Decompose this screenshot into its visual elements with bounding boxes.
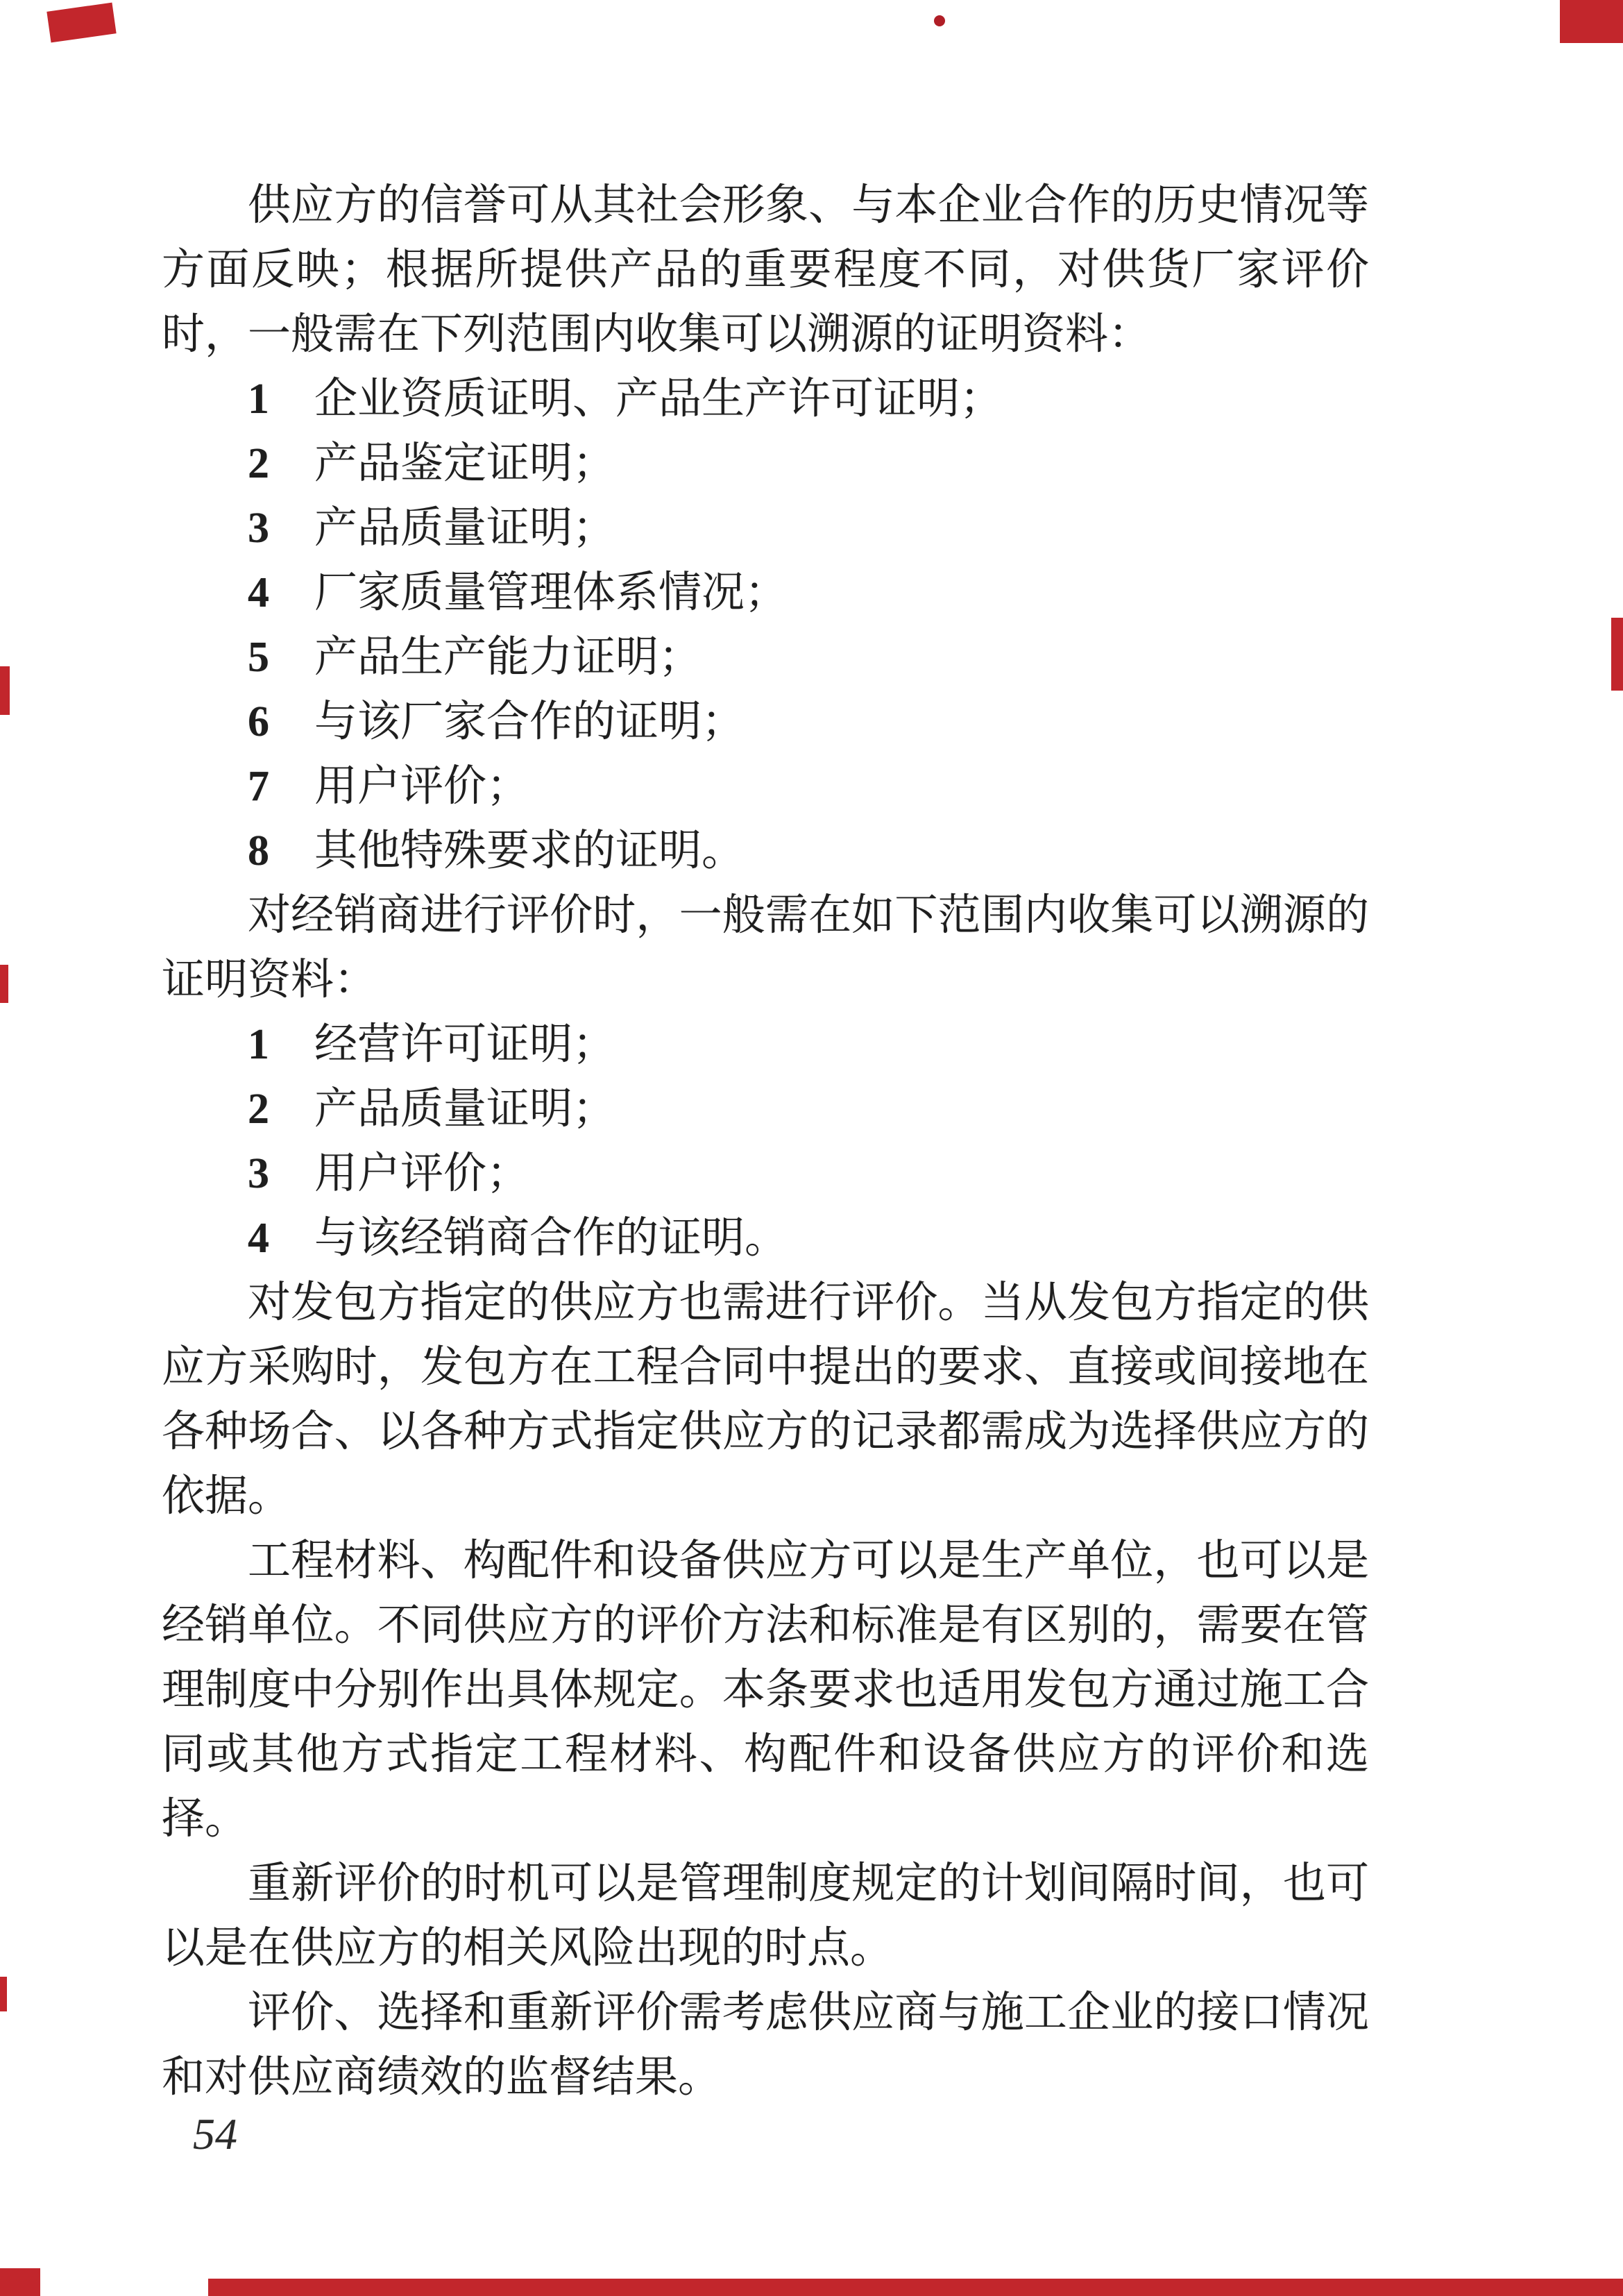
list-item	[162, 819, 1369, 884]
list-item-number: 5	[248, 634, 269, 681]
document-body	[162, 174, 1369, 2110]
scan-artifact-top-right	[1560, 0, 1623, 43]
list-item-number: 1	[248, 375, 269, 423]
paragraph-reevaluation-timing: 重新评价的时机可以是管理制度规定的计划间隔时间，也可以是在供应方的相关风险出现的时点。	[162, 1860, 1369, 1972]
page-number: 54	[193, 2109, 237, 2159]
list-item	[162, 1013, 1369, 1077]
list-item-number: 4	[248, 569, 269, 616]
list-item-number: 6	[248, 698, 269, 745]
list-item	[162, 367, 1369, 432]
list-item-number: 2	[248, 1086, 269, 1133]
list-item-text: 与该经销商合作的证明。	[314, 1215, 788, 1262]
scan-artifact-bottom-left	[0, 2268, 40, 2296]
paragraph-owner-designated-supplier: 对发包方指定的供应方也需进行评价。当从发包方指定的供应方采购时，发包方在工程合同中提出的要求、直接或间接地在各种场合、以各种方式指定供应方的记录都需成为选择供应方的依据。	[162, 1279, 1369, 1520]
list-item	[162, 1142, 1369, 1206]
scan-artifact-left-edge-1	[0, 666, 10, 715]
list-item	[162, 1077, 1369, 1142]
list-item-text: 用户评价；	[314, 763, 530, 810]
list-item-number: 7	[248, 763, 269, 810]
list-item	[162, 496, 1369, 561]
list-item	[162, 690, 1369, 754]
list-item-number: 8	[248, 827, 269, 875]
list-item-text: 用户评价；	[314, 1150, 530, 1197]
list-item	[162, 754, 1369, 819]
list-item-text: 产品质量证明；	[314, 1086, 616, 1133]
scan-artifact-left-edge-2	[0, 965, 8, 1003]
list-item	[162, 432, 1369, 496]
list-item	[162, 625, 1369, 690]
scan-artifact-bottom-band	[208, 2279, 1623, 2296]
list-item-number: 4	[248, 1215, 269, 1262]
scan-artifact-dot	[934, 15, 945, 26]
supplier-evidence-list	[162, 367, 1369, 884]
list-item-number: 1	[248, 1021, 269, 1068]
dealer-evidence-list	[162, 1013, 1369, 1271]
list-item-text: 经营许可证明；	[314, 1021, 616, 1068]
paragraph-evaluation-considerations: 评价、选择和重新评价需考虑供应商与施工企业的接口情况和对供应商绩效的监督结果。	[162, 1989, 1369, 2101]
list-item-number: 3	[248, 1150, 269, 1197]
paragraph-supplier-reputation: 供应方的信誉可从其社会形象、与本企业合作的历史情况等方面反映；根据所提供产品的重要程度不同，对供货厂家评价时，一般需在下列范围内收集可以溯源的证明资料：	[162, 182, 1369, 358]
list-item-text: 厂家质量管理体系情况；	[314, 569, 788, 616]
list-item-text: 企业资质证明、产品生产许可证明；	[314, 375, 1003, 423]
list-item-text: 其他特殊要求的证明。	[314, 827, 745, 875]
scan-artifact-top-left	[46, 3, 116, 43]
list-item	[162, 561, 1369, 625]
list-item-number: 3	[248, 505, 269, 552]
list-item-text: 产品质量证明；	[314, 505, 616, 552]
list-item-text: 产品鉴定证明；	[314, 440, 616, 487]
scan-artifact-right-edge	[1611, 618, 1623, 691]
list-item-text: 产品生产能力证明；	[314, 634, 702, 681]
paragraph-supplier-types: 工程材料、构配件和设备供应方可以是生产单位，也可以是经销单位。不同供应方的评价方法和标准是有区别的，需要在管理制度中分别作出具体规定。本条要求也适用发包方通过施工合同或其他方式指定工程材料、构配件和设备供应方的评价和选择。	[162, 1537, 1369, 1843]
list-item-number: 2	[248, 440, 269, 487]
scan-artifact-left-edge-3	[0, 1977, 7, 2011]
paragraph-dealer-evaluation: 对经销商进行评价时，一般需在如下范围内收集可以溯源的证明资料：	[162, 892, 1369, 1004]
list-item	[162, 1206, 1369, 1271]
list-item-text: 与该厂家合作的证明；	[314, 698, 745, 745]
